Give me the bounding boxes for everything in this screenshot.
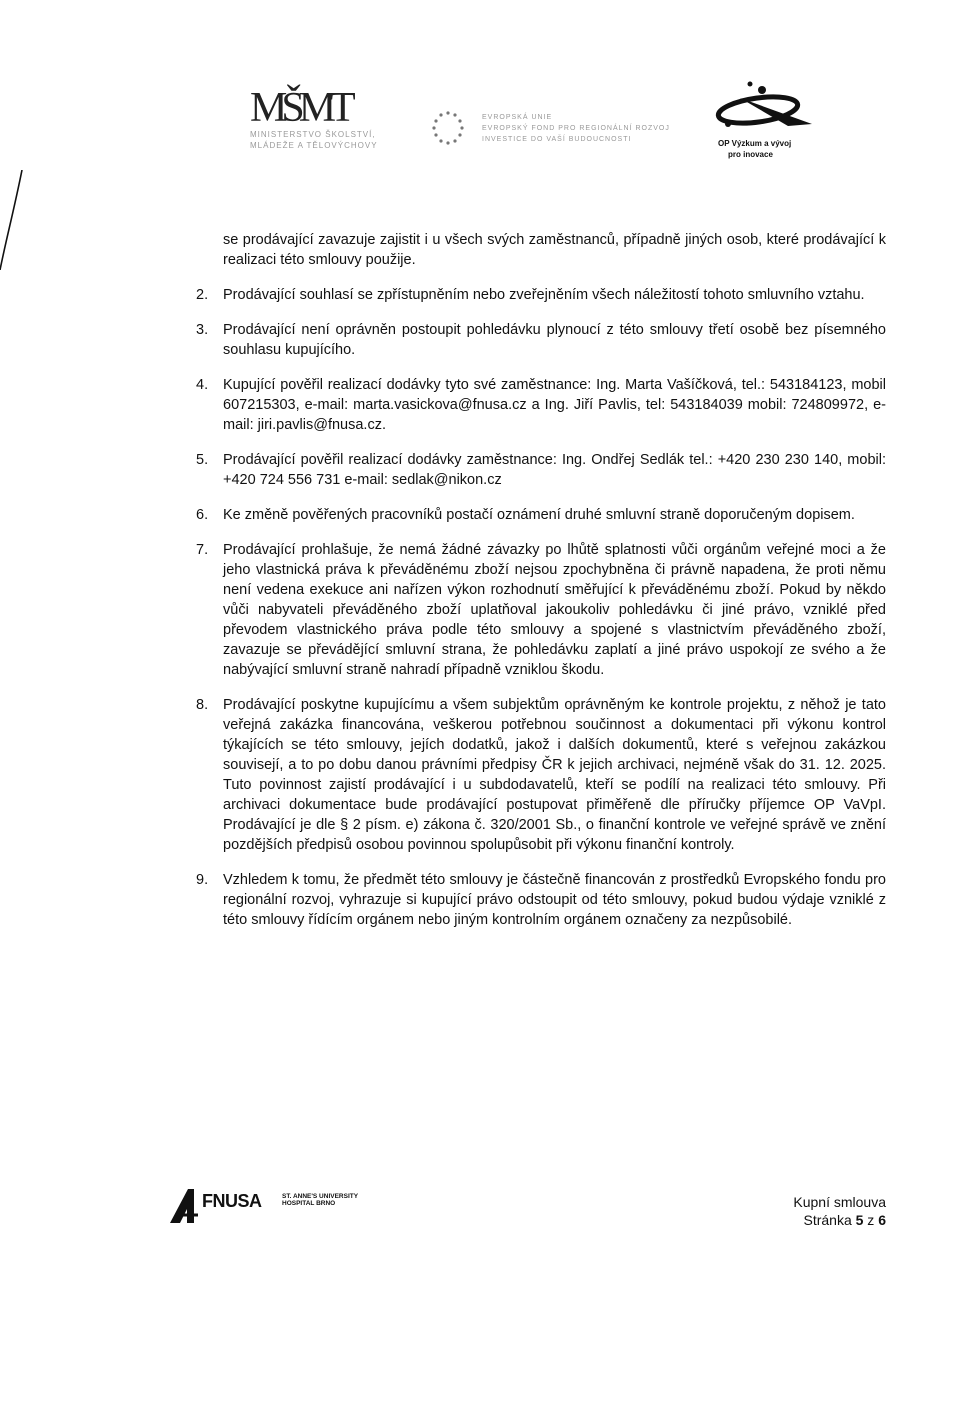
page-current: 5 bbox=[855, 1212, 864, 1228]
page-header bbox=[0, 80, 960, 180]
item-number: 5. bbox=[196, 452, 209, 468]
eu-text bbox=[482, 112, 670, 145]
op-line1: OP Výzkum a vývoj bbox=[718, 139, 792, 148]
msmt-caption-line1: MINISTERSTVO ŠKOLSTVÍ, bbox=[250, 130, 376, 139]
page-prefix: Stránka bbox=[803, 1212, 856, 1228]
page-total: 6 bbox=[878, 1212, 886, 1228]
fnusa-subtitle bbox=[282, 1193, 358, 1207]
item-text: Prodávající souhlasí se zpřístupněním nebo zveřejněním všech náležitostí tohoto smluvního vztahu. bbox=[223, 287, 865, 303]
item-number: 8. bbox=[196, 697, 209, 713]
item-text: Ke změně pověřených pracovníků postačí oznámení druhé smluvní straně doporučeným dopisem. bbox=[223, 507, 855, 523]
document-name: Kupní smlouva bbox=[793, 1194, 886, 1210]
msmt-logo bbox=[250, 85, 410, 150]
item-number: 2. bbox=[196, 287, 209, 303]
item-text: Prodávající pověřil realizací dodávky zaměstnance: Ing. Ondřej Sedlák tel.: +420 230 230 140, mobil: +420 724 556 731 e-mail: sedlak@nikon.cz bbox=[223, 452, 886, 488]
list-item bbox=[196, 695, 886, 855]
continued-paragraph: se prodávající zavazuje zajistit i u všech svých zaměstnanců, případně jiných osob, které prodávající k realizaci této smlouvy použije. bbox=[223, 232, 886, 268]
fnusa-wordmark: FNUSA bbox=[202, 1191, 262, 1211]
eu-stars-icon bbox=[428, 110, 468, 146]
item-text: Kupující pověřil realizací dodávky tyto své zaměstnance: Ing. Marta Vašíčková, tel.: 543184123, mobil 607215303, e-mail: marta.vasickova@fnusa.cz a Ing. Jiří Pavlis, tel: 543184039 mobil: 724809972, e-mail: jiri.pavlis@fnusa.cz. bbox=[223, 377, 886, 433]
page-footer bbox=[0, 1185, 960, 1245]
fnusa-logo bbox=[168, 1185, 368, 1235]
document-body bbox=[196, 230, 886, 945]
list-item bbox=[196, 285, 886, 305]
list-item bbox=[196, 450, 886, 490]
item-text: Vzhledem k tomu, že předmět této smlouvy je částečně financován z prostředků Evropského fondu pro regionální rozvoj, vyhrazuje si kupující právo odstoupit od této smlouvy, pokud budou výdaje vzniklé z této smlouvy řídícím orgánem nebo jiným kontrolním orgánem označeny za nezpůsobilé. bbox=[223, 872, 886, 928]
op-text bbox=[718, 138, 791, 160]
op-orbit-icon bbox=[700, 80, 820, 138]
list-item bbox=[196, 505, 886, 525]
item-text: Prodávající není oprávněn postoupit pohledávku plynoucí z této smlouvy třetí osobě bez písemného souhlasu kupujícího. bbox=[223, 322, 886, 358]
eu-line3: INVESTICE DO VAŠÍ BUDOUCNOSTI bbox=[482, 136, 632, 143]
scan-edge-mark bbox=[0, 170, 24, 270]
list-item bbox=[196, 320, 886, 360]
eu-line1: EVROPSKÁ UNIE bbox=[482, 114, 553, 121]
document-meta bbox=[793, 1193, 886, 1229]
list-item bbox=[196, 540, 886, 680]
item-text: Prodávající prohlašuje, že nemá žádné závazky po lhůtě splatnosti vůči orgánům veřejné moci a že jeho vlastnická práva k převáděnému zboží nejsou zpochybněna či právně napadena, že proti němu není vedena exekuce ani nařízen výkon rozhodnutí směřující k převáděnému zboží. Pokud by někdo vůči nabyvateli převáděného zboží uplatňoval jakoukoliv pohledávku či jiné právo, vzniklé před převodem vlastnického práva podle této smlouvy a spojené s vlastnictvím převáděného zboží, zavazuje se převádějící smluvní strana, že pohledávku zaplatí a jiné právo uspokojí ze svého a že nabývající smluvní straně nahradí případně vzniklou škodu. bbox=[223, 542, 886, 678]
msmt-logo-mark: MŠMT bbox=[250, 85, 350, 131]
item-number: 3. bbox=[196, 322, 209, 338]
op-line2: pro inovace bbox=[728, 150, 773, 159]
page-indicator bbox=[793, 1211, 886, 1229]
fnusa-sub-line2: HOSPITAL BRNO bbox=[282, 1200, 336, 1207]
page-separator: z bbox=[863, 1212, 879, 1228]
list-item bbox=[196, 375, 886, 435]
item-text: Prodávající poskytne kupujícímu a všem subjektům oprávněným ke kontrole projektu, z něhož je tato veřejná zakázka financována, veškerou potřebnou součinnost a dokumentaci při výkonu kontrol týkajících se této smlouvy, jejích dodatků, jakož i dalších dokumentů, které s veřejnou zakázkou souvisejí, a to po dobu danou právními předpisy ČR k jejich archivaci, nejméně však do 31. 12. 2025. Tuto povinnost zajistí prodávající i u subdodavatelů, kteří se podílí na realizaci této smlouvy. Při archivaci dokumentace bude prodávající postupovat přiměřeně dle příručky příjemce OP VaVpI. Prodávající je dle § 2 písm. e) zákona č. 320/2001 Sb., o finanční kontrole ve veřejné správě ve znění pozdějších předpisů osobou povinnou spolupůsobit při výkonu finanční kontroly. bbox=[223, 697, 886, 853]
item-number: 7. bbox=[196, 542, 209, 558]
msmt-caption-line2: MLÁDEŽE A TĚLOVÝCHOVY bbox=[250, 141, 378, 150]
list-item bbox=[196, 870, 886, 930]
item-number: 4. bbox=[196, 377, 209, 393]
op-vavpi-logo bbox=[700, 80, 820, 160]
item-number: 6. bbox=[196, 507, 209, 523]
fnusa-a-icon bbox=[168, 1185, 204, 1225]
eu-line2: EVROPSKÝ FOND PRO REGIONÁLNÍ ROZVOJ bbox=[482, 125, 670, 132]
fnusa-sub-line1: ST. ANNE'S UNIVERSITY bbox=[282, 1193, 359, 1200]
item-number: 9. bbox=[196, 872, 209, 888]
